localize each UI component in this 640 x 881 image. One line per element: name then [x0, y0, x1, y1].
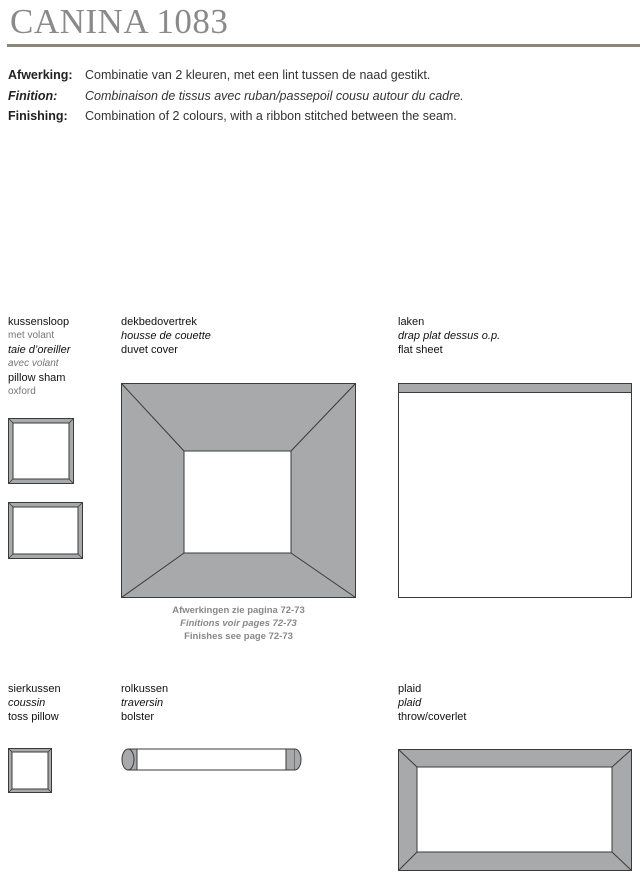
- finishing-row-en: [8, 108, 457, 124]
- pillowcase-oxford-drawing: [8, 502, 83, 559]
- sheet-labels: [398, 315, 500, 357]
- finishing-row-fr: [8, 88, 464, 104]
- title-rule: [7, 44, 640, 47]
- finishes-note-fr: Finitions voir pages 72-73: [180, 618, 297, 629]
- pillowcase-label-en: pillow sham: [8, 372, 66, 384]
- finishing-text-fr: Combinaison de tissus avec ruban/passepoil cousu autour du cadre.: [85, 89, 464, 103]
- bolster-drawing: [120, 746, 304, 774]
- cushion-label-en: toss pillow: [8, 711, 59, 723]
- finishes-note-nl: Afwerkingen zie pagina 72-73: [172, 605, 305, 616]
- cushion-label-fr: coussin: [8, 697, 46, 709]
- pillowcase-sublabel-fr: avec volant: [8, 358, 59, 369]
- plaid-label-fr: plaid: [398, 697, 422, 709]
- duvet-labels: [121, 315, 211, 357]
- bolster-label-nl: rolkussen: [121, 683, 169, 695]
- finishes-note-en: Finishes see page 72-73: [184, 631, 293, 642]
- plaid-label-nl: plaid: [398, 683, 422, 695]
- duvet-label-en: duvet cover: [121, 344, 178, 356]
- duvet-cover-drawing: [121, 383, 356, 598]
- bolster-label-fr: traversin: [121, 697, 164, 709]
- pillowcase-label-fr: taie d’oreiller: [8, 344, 71, 356]
- finishing-text-nl: Combinatie van 2 kleuren, met een lint tussen de naad gestikt.: [85, 68, 431, 82]
- pillowcase-labels: [8, 315, 70, 399]
- flat-sheet-drawing: [398, 383, 632, 598]
- plaid-labels: [398, 682, 466, 724]
- pillowcase-sublabel-nl: met volant: [8, 330, 55, 341]
- cushion-label-nl: sierkussen: [8, 683, 61, 695]
- finishes-note: [121, 604, 356, 643]
- pillowcase-sublabel-en: oxford: [8, 386, 36, 397]
- plaid-drawing: [398, 749, 632, 872]
- finishing-row-nl: [8, 67, 430, 83]
- finishing-label-en: Finishing:: [8, 109, 68, 123]
- toss-pillow-drawing: [8, 748, 52, 793]
- finishing-text-en: Combination of 2 colours, with a ribbon stitched between the seam.: [85, 109, 457, 123]
- sheet-label-nl: laken: [398, 316, 425, 328]
- cushion-labels: [8, 682, 61, 724]
- pillowcase-square-drawing: [8, 418, 74, 484]
- plaid-label-en: throw/coverlet: [398, 711, 467, 723]
- duvet-label-nl: dekbedovertrek: [121, 316, 197, 328]
- page-title: CANINA 1083: [10, 2, 229, 41]
- duvet-label-fr: housse de couette: [121, 330, 211, 342]
- finishing-label-fr: Finition:: [8, 89, 58, 103]
- sheet-label-fr: drap plat dessus o.p.: [398, 330, 501, 342]
- sheet-label-en: flat sheet: [398, 344, 443, 356]
- bolster-labels: [121, 682, 168, 724]
- finishing-label-nl: Afwerking:: [8, 68, 73, 82]
- bolster-label-en: bolster: [121, 711, 155, 723]
- pillowcase-label-nl: kussensloop: [8, 316, 70, 328]
